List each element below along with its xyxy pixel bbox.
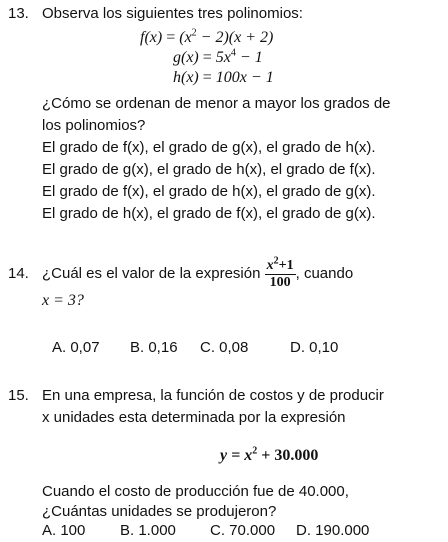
- q15-line4: ¿Cuántas unidades se produjeron?: [42, 503, 277, 520]
- q14-fraction-denominator: 100: [269, 274, 291, 290]
- q15-line3: Cuando el costo de producción fue de 40.000,: [42, 483, 349, 500]
- q15-formula-exp: 2: [252, 445, 258, 457]
- q15-formula: [220, 446, 318, 466]
- q14-option-d[interactable]: D. 0,10: [290, 339, 339, 356]
- q15-number: 15.: [8, 387, 29, 404]
- q14-line: [42, 252, 353, 296]
- g-exp: 4: [230, 47, 236, 59]
- q13-prompt: Observa los siguientes tres polinomios:: [42, 5, 303, 22]
- h-polynomial: [173, 68, 274, 88]
- q15-option-c[interactable]: C. 70.000: [210, 522, 276, 539]
- f-eq: =: [166, 29, 176, 46]
- q14-option-c[interactable]: C. 0,08: [200, 339, 249, 356]
- q13-question-line1: ¿Cómo se ordenan de menor a mayor los grados de: [42, 95, 391, 112]
- g-eq: =: [202, 49, 212, 66]
- q14-number: 14.: [8, 265, 29, 282]
- q14-condition: x = 3?: [42, 292, 84, 309]
- q14-suffix: , cuando: [295, 265, 354, 283]
- f-lhs: f(x): [140, 29, 163, 46]
- q14-option-b[interactable]: B. 0,16: [130, 339, 178, 356]
- q13-number: 13.: [8, 5, 29, 22]
- f-rhs-a: (x: [179, 29, 192, 46]
- q15-option-a[interactable]: A. 100: [42, 522, 86, 539]
- f-polynomial: [140, 28, 273, 48]
- q13-question-line2: los polinomios?: [42, 117, 146, 134]
- q15-line2: x unidades esta determinada por la expresión: [42, 409, 346, 426]
- q13-option-2[interactable]: El grado de g(x), el grado de h(x), el grado de f(x).: [42, 161, 376, 178]
- q15-option-b[interactable]: B. 1.000: [120, 522, 176, 539]
- q13-option-3[interactable]: El grado de f(x), el grado de h(x), el grado de g(x).: [42, 183, 376, 200]
- g-lhs: g(x): [173, 49, 199, 66]
- g-rhs-b: − 1: [235, 49, 263, 66]
- q14-fraction-numerator: $x^2+1$: [266, 254, 294, 273]
- g-rhs-a: 5x: [215, 49, 231, 66]
- h-eq: =: [202, 69, 212, 86]
- q14-fraction: [265, 254, 296, 291]
- g-polynomial: [173, 48, 263, 68]
- h-lhs: h(x): [173, 69, 199, 86]
- q14-prompt: ¿Cuál es el valor de la expresión: [42, 265, 261, 283]
- q15-formula-a: y = x: [220, 447, 253, 464]
- q13-option-1[interactable]: El grado de f(x), el grado de g(x), el grado de h(x).: [42, 139, 376, 156]
- q15-line1: En una empresa, la función de costos y de producir: [42, 387, 384, 404]
- q15-option-d[interactable]: D. 190.000: [296, 522, 370, 539]
- q14-option-a[interactable]: A. 0,07: [52, 339, 100, 356]
- f-exp: 2: [191, 27, 197, 39]
- h-rhs: 100x − 1: [215, 69, 274, 86]
- f-rhs-b: − 2)(x + 2): [196, 29, 274, 46]
- q13-option-4[interactable]: El grado de h(x), el grado de f(x), el grado de g(x).: [42, 205, 376, 222]
- q15-formula-b: + 30.000: [257, 447, 319, 464]
